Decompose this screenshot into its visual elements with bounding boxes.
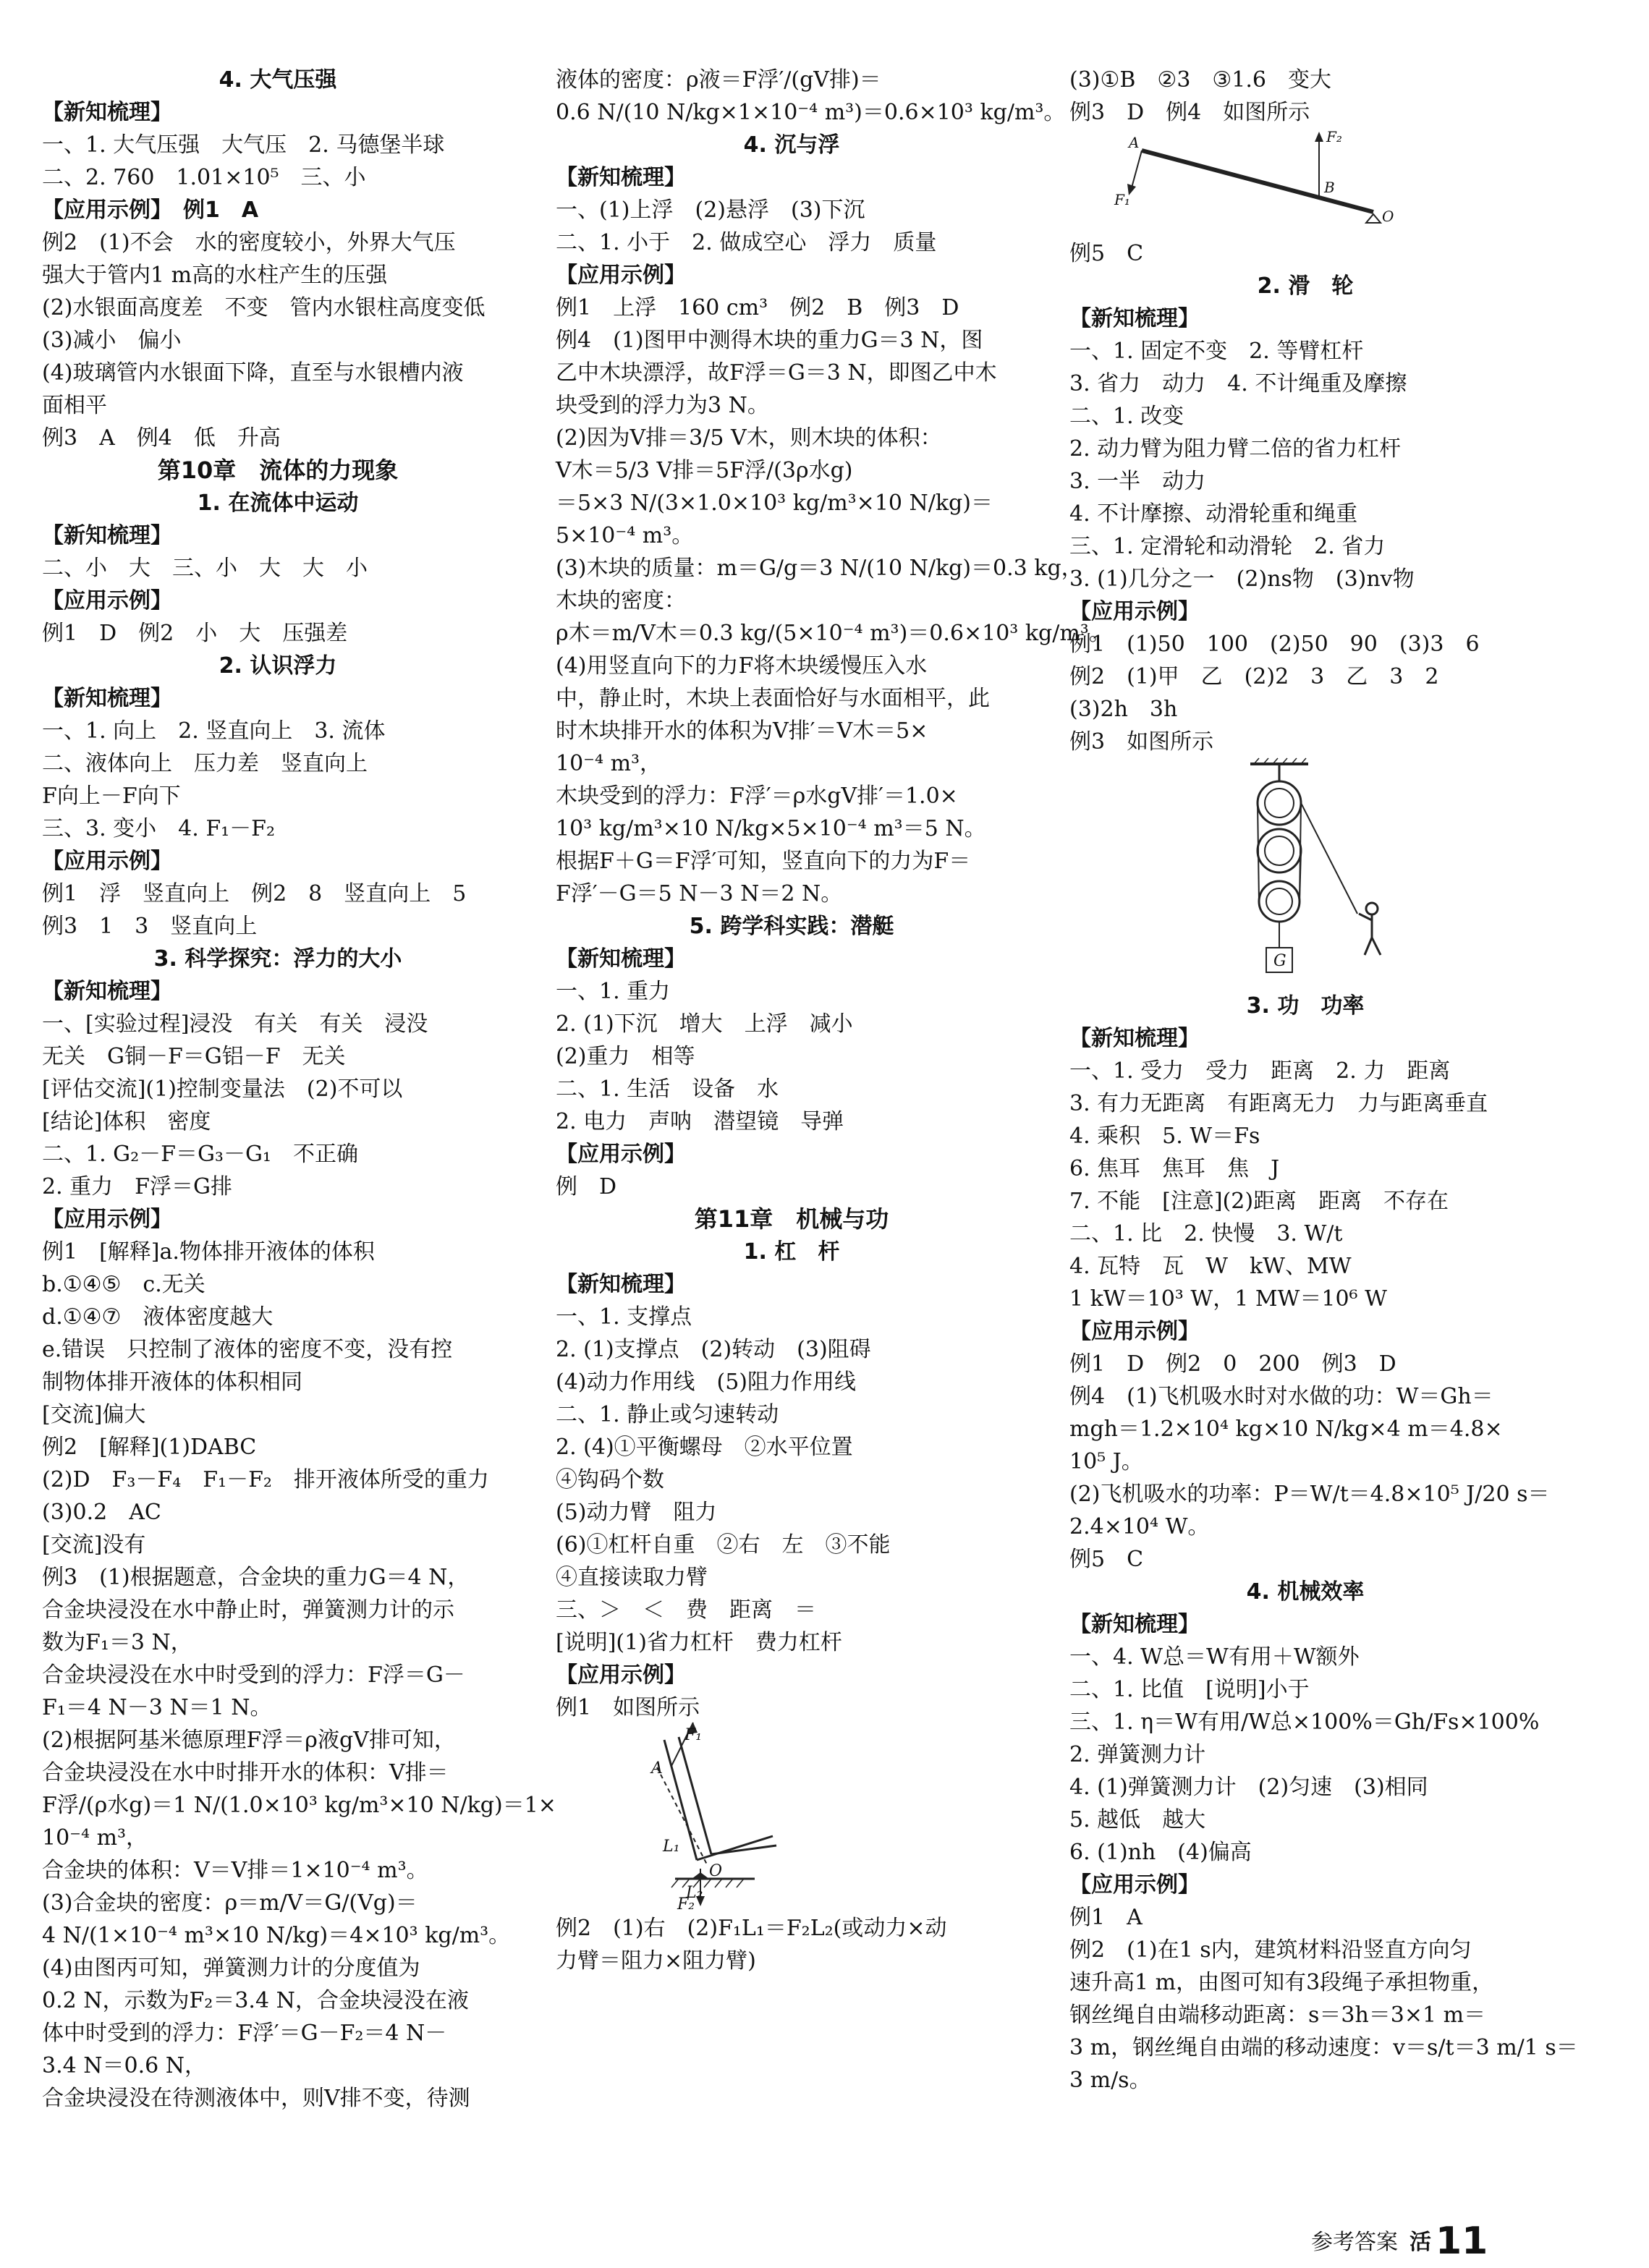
text-line: 例2 (1)在1 s内，建筑材料沿竖直方向匀 [1069, 1937, 1472, 1963]
text-line: 例2 (1)不会 水的密度较小，外界大气压 [42, 230, 456, 255]
page-footer [1311, 2220, 1488, 2263]
text-line: (4)动力作用线 (5)阻力作用线 [556, 1369, 856, 1395]
text-line: 时木块排开水的体积为V排′＝V木＝5× [556, 718, 928, 744]
text-line: 例1 如图所示 [556, 1695, 700, 1720]
text-line: 木块的密度： [556, 588, 686, 613]
text-line: (3)减小 偏小 [42, 328, 182, 353]
text-line: F₁＝4 N－3 N＝1 N。 [42, 1695, 272, 1720]
text-line: 一、1. 固定不变 2. 等臂杠杆 [1069, 339, 1364, 364]
text-line: F浮/(ρ水g)＝1 N/(1.0×10³ kg/m³×10 N/kg)＝1× [42, 1793, 556, 1818]
pulley-diagram [1069, 758, 1533, 990]
section-tag: 【应用示例】 [42, 849, 172, 874]
section-tag: 【新知梳理】 [1069, 1026, 1200, 1051]
text-line: (4)由图丙可知，弹簧测力计的分度值为 [42, 1955, 420, 1981]
footer-activity: 活 [1410, 2230, 1431, 2255]
text-line: 二、小 大 三、小 大 大 小 [42, 556, 368, 581]
text-line: 3. 有力无距离 有距离无力 力与距离垂直 [1069, 1091, 1488, 1116]
text-line: 例3 1 3 竖直向上 [42, 914, 258, 939]
section-tag: 【新知梳理】 [556, 1272, 686, 1297]
lever2-label-F1: F₁ [1114, 191, 1130, 208]
heading: 4. 沉与浮 [743, 132, 840, 158]
text-line: 面相平 [42, 393, 107, 418]
section-tag: 【应用示例】 [42, 588, 172, 613]
heading: 第11章 机械与功 [694, 1205, 889, 1233]
section-tag: 【新知梳理】 [42, 979, 172, 1004]
section-tag: 【应用示例】 [556, 1142, 686, 1167]
text-line: 3. 省力 动力 4. 不计绳重及摩擦 [1069, 371, 1407, 396]
heading: 3. 科学探究：浮力的大小 [153, 946, 402, 972]
text-line: 1 kW＝10³ W，1 MW＝10⁶ W [1069, 1286, 1387, 1312]
text-line: 一、[实验过程]浸没 有关 有关 浸没 [42, 1011, 428, 1037]
text-line: 例5 C [1069, 1547, 1144, 1572]
text-line: 3. 一半 动力 [1069, 469, 1206, 494]
heading: 2. 认识浮力 [219, 653, 337, 679]
lever2-label-A: A [1129, 134, 1140, 151]
text-line: (4)用竖直向下的力F将木块缓慢压入水 [556, 653, 928, 679]
text-line: 例1 [解释]a.物体排开液体的体积 [42, 1239, 375, 1265]
lever1-label-L1: L₁ [663, 1838, 680, 1856]
text-line: 4. (1)弹簧测力计 (2)匀速 (3)相同 [1069, 1775, 1428, 1800]
text-line: 二、1. 生活 设备 水 [556, 1076, 779, 1102]
text-line: 一、4. W总＝W有用＋W额外 [1069, 1644, 1360, 1670]
text-line: 2. (1)下沉 增大 上浮 减小 [556, 1011, 853, 1037]
text-line: 2. 动力臂为阻力臂二倍的省力杠杆 [1069, 436, 1402, 462]
text-line: (4)玻璃管内水银面下降，直至与水银槽内液 [42, 360, 464, 386]
text-line: 例4 (1)飞机吸水时对水做的功：W＝Gh＝ [1069, 1384, 1493, 1409]
text-line: 液体的密度：ρ液＝F浮′/(gV排)＝ [556, 67, 881, 93]
lever1-label-O: O [709, 1862, 723, 1880]
text-line: 二、液体向上 压力差 竖直向上 [42, 751, 368, 776]
text-line: (2)因为V排＝3/5 V木，则木块的体积： [556, 425, 942, 451]
lever1-label-F1: F₁ [684, 1726, 703, 1744]
text-line: [说明](1)省力杠杆 费力杠杆 [556, 1630, 842, 1655]
text-line: 强大于管内1 m高的水柱产生的压强 [42, 263, 388, 288]
section-tag: 【新知梳理】 [42, 686, 172, 711]
text-line: (2)D F₃－F₄ F₁－F₂ 排开液体所受的重力 [42, 1467, 489, 1492]
text-line: 合金块浸没在水中时受到的浮力：F浮＝G－ [42, 1662, 465, 1688]
text-line: 例4 (1)图甲中测得木块的重力G＝3 N，图 [556, 328, 983, 353]
text-line: 6. (1)nh (4)偏高 [1069, 1840, 1252, 1865]
text-line: 2. (4)①平衡螺母 ②水平位置 [556, 1435, 853, 1460]
text-line: 三、3. 变小 4. F₁－F₂ [42, 816, 276, 841]
text-line: 一、(1)上浮 (2)悬浮 (3)下沉 [556, 198, 865, 223]
text-line: (2)重力 相等 [556, 1044, 695, 1069]
text-line: 一、1. 支撑点 [556, 1304, 692, 1330]
text-line: 一、1. 向上 2. 竖直向上 3. 流体 [42, 718, 386, 744]
text-line: F向上－F向下 [42, 783, 181, 809]
text-line: d.①④⑦ 液体密度越大 [42, 1304, 274, 1330]
text-line: 4 N/(1×10⁻⁴ m³×10 N/kg)＝4×10³ kg/m³。 [42, 1923, 511, 1948]
text-line: ④直接读取力臂 [556, 1565, 708, 1590]
text-line: 一、1. 受力 受力 距离 2. 力 距离 [1069, 1058, 1451, 1084]
text-line: 例1 上浮 160 cm³ 例2 B 例3 D [556, 295, 959, 320]
text-line: 10³ kg/m³×10 N/kg×5×10⁻⁴ m³＝5 N。 [556, 816, 986, 841]
text-line: b.①④⑤ c.无关 [42, 1272, 205, 1297]
column-2-part-b [556, 1912, 1027, 1977]
text-line: (3)0.2 AC [42, 1500, 161, 1525]
text-line: 速升高1 m，由图可知有3段绳子承担物重， [1069, 1970, 1494, 1995]
text-line: 5×10⁻⁴ m³。 [556, 523, 694, 548]
text-line: [交流]偏大 [42, 1402, 146, 1427]
section-tag: 【应用示例】 [1069, 599, 1200, 624]
text-line: 数为F₁＝3 N， [42, 1630, 192, 1655]
text-line: 例3 (1)根据题意，合金块的重力G＝4 N， [42, 1565, 470, 1590]
text-line: (2)水银面高度差 不变 管内水银柱高度变低 [42, 295, 486, 320]
text-line: 二、1. 改变 [1069, 404, 1184, 429]
column-3 [1069, 64, 1578, 2097]
heading: 5. 跨学科实践：潜艇 [689, 914, 894, 939]
lever-diagram-2 [1069, 129, 1533, 237]
text-line: 二、1. 小于 2. 做成空心 浮力 质量 [556, 230, 937, 255]
text-line: 合金块浸没在水中时排开水的体积：V排＝ [42, 1760, 449, 1785]
text-line: 例1 A [1069, 1905, 1143, 1930]
text-line: 3 m/s。 [1069, 2068, 1151, 2093]
column-3-part-b [1069, 237, 1541, 758]
column-3-part-c [1069, 990, 1578, 2097]
text-line: 例2 (1)右 (2)F₁L₁＝F₂L₂(或动力×动 [556, 1916, 947, 1941]
text-line: 例3 如图所示 [1069, 729, 1214, 755]
text-line: 10⁻⁴ m³， [556, 751, 662, 776]
lever2-label-B: B [1324, 179, 1335, 196]
text-line: [评估交流](1)控制变量法 (2)不可以 [42, 1076, 403, 1102]
text-line: (6)①杠杆自重 ②右 左 ③不能 [556, 1532, 891, 1558]
text-line: 例1 D 例2 小 大 压强差 [42, 621, 348, 646]
lever1-label-F2: F₂ [677, 1895, 695, 1914]
text-line: 3.4 N＝0.6 N， [42, 2053, 206, 2078]
text-line: 例1 (1)50 100 (2)50 90 (3)3 6 [1069, 632, 1480, 657]
text-line: 3. (1)几分之一 (2)ns物 (3)nv物 [1069, 566, 1415, 592]
text-line: 中，静止时，木块上表面恰好与水面相平，此 [556, 686, 990, 711]
text-line: 合金块浸没在水中静止时，弹簧测力计的示 [42, 1597, 454, 1623]
text-line: [交流]没有 [42, 1532, 146, 1558]
text-line: 2. 弹簧测力计 [1069, 1742, 1206, 1767]
text-line: 钢丝绳自由端移动距离：s＝3h＝3×1 m＝ [1069, 2002, 1486, 2028]
text-line: 力臂＝阻力×阻力臂) [556, 1948, 756, 1974]
section-tag: 【应用示例】 [1069, 1319, 1200, 1344]
text-line: 木块受到的浮力：F浮′＝ρ水gV排′＝1.0× [556, 783, 958, 809]
text-line: 例3 A 例4 低 升高 [42, 425, 281, 451]
section-tag: 【应用示例】 [1069, 1872, 1200, 1898]
text-line: 块受到的浮力为3 N。 [556, 393, 769, 418]
text-line: 7. 不能 [注意](2)距离 距离 不存在 [1069, 1189, 1449, 1214]
lever1-label-A: A [651, 1759, 663, 1778]
text-line: mgh＝1.2×10⁴ kg×10 N/kg×4 m＝4.8× [1069, 1417, 1503, 1442]
column-3-part-a [1069, 64, 1541, 129]
text-line: 合金块的体积：V＝V排＝1×10⁻⁴ m³。 [42, 1858, 428, 1883]
text-line: 制物体排开液体的体积相同 [42, 1369, 302, 1395]
text-line: 三、1. η＝W有用/W总×100%＝Gh/Fs×100% [1069, 1710, 1540, 1735]
text-line: (2)根据阿基米德原理F浮＝ρ液gV排可知， [42, 1728, 456, 1753]
text-line: 2. 电力 声呐 潜望镜 导弹 [556, 1109, 844, 1134]
section-tag: 【应用示例】 [556, 263, 686, 288]
section-tag: 【应用示例】 [42, 1207, 172, 1232]
text-line: 例2 (1)甲 乙 (2)2 3 乙 3 2 [1069, 664, 1439, 689]
section-tag: 【新知梳理】 [1069, 306, 1200, 331]
section-tag: 【新知梳理】 [42, 523, 172, 548]
text-line: 三、＞ ＜ 费 距离 ＝ [556, 1597, 816, 1623]
pulley-label-G: G [1273, 952, 1286, 970]
lever2-label-F2: F₂ [1326, 128, 1342, 145]
section-tag: 【新知梳理】 [42, 100, 172, 125]
text-line: 二、1. 静止或匀速转动 [556, 1402, 779, 1427]
text-line: 一、1. 大气压强 大气压 2. 马德堡半球 [42, 132, 445, 158]
text-line: ④钩码个数 [556, 1467, 664, 1492]
text-line: 二、1. G₂－F＝G₃－G₁ 不正确 [42, 1142, 358, 1167]
section-tag: 【应用示例】 [556, 1662, 686, 1688]
heading: 1. 在流体中运动 [197, 490, 359, 516]
heading: 4. 机械效率 [1246, 1579, 1365, 1605]
text-line: 例3 D 例4 如图所示 [1069, 100, 1310, 125]
text-line: 3 m，钢丝绳自由端的移动速度：v＝s/t＝3 m/1 s＝ [1069, 2035, 1578, 2060]
text-line: 4. 不计摩擦、动滑轮重和绳重 [1069, 501, 1358, 527]
section-tag: 【新知梳理】 [556, 165, 686, 190]
footer-label: 参考答案 [1311, 2230, 1398, 2255]
text-line: (2)飞机吸水的功率：P＝W/t＝4.8×10⁵ J/20 s＝ [1069, 1482, 1550, 1507]
heading: 第10章 流体的力现象 [157, 456, 399, 484]
text-line: e.错误 只控制了液体的密度不变，没有控 [42, 1337, 453, 1362]
text-line: 4. 乘积 5. W＝Fs [1069, 1124, 1260, 1149]
text-line: 0.6 N/(10 N/kg×1×10⁻⁴ m³)＝0.6×10³ kg/m³。 [556, 100, 1066, 125]
text-line: (3)木块的质量：m＝G/g＝3 N/(10 N/kg)＝0.3 kg， [556, 556, 1083, 581]
lever-diagram-1 [556, 1724, 1019, 1912]
text-line: 2. 重力 F浮＝G排 [42, 1174, 232, 1199]
heading: 3. 功 功率 [1246, 993, 1365, 1019]
text-line: 例1 D 例2 0 200 例3 D [1069, 1351, 1396, 1377]
text-line: (3)合金块的密度：ρ＝m/V＝G/(Vg)＝ [42, 1890, 417, 1916]
section-tag: 【应用示例】 例1 A [42, 198, 259, 223]
text-line: ＝5×3 N/(3×1.0×10³ kg/m³×10 N/kg)＝ [556, 490, 993, 516]
text-line: ρ木＝m/V木＝0.3 kg/(5×10⁻⁴ m³)＝0.6×10³ kg/m³。 [556, 621, 1111, 646]
heading: 4. 大气压强 [219, 67, 337, 93]
text-line: 2. (1)支撑点 (2)转动 (3)阻碍 [556, 1337, 871, 1362]
text-line: 乙中木块漂浮，故F浮＝G＝3 N，即图乙中木 [556, 360, 997, 386]
heading: 1. 杠 杆 [743, 1239, 840, 1265]
text-line: 二、1. 比 2. 快慢 3. W/t [1069, 1221, 1343, 1246]
text-line: 合金块浸没在待测液体中，则V排不变，待测 [42, 2086, 470, 2111]
section-tag: 【新知梳理】 [556, 946, 686, 972]
text-line: 6. 焦耳 焦耳 焦 J [1069, 1156, 1280, 1181]
lever1-label-L2: L₂ [686, 1884, 703, 1902]
text-line: 例2 [解释](1)DABC [42, 1435, 257, 1460]
text-line: [结论]体积 密度 [42, 1109, 211, 1134]
text-line: 二、2. 760 1.01×10⁵ 三、小 [42, 165, 366, 190]
text-line: 例 D [556, 1174, 617, 1199]
column-1 [42, 64, 556, 2115]
text-line: 10⁵ J。 [1069, 1449, 1143, 1474]
text-line: 5. 越低 越大 [1069, 1807, 1206, 1832]
text-line: 体中时受到的浮力：F浮′＝G－F₂＝4 N－ [42, 2021, 447, 2046]
text-line: V木＝5/3 V排＝5F浮/(3ρ水g) [556, 458, 853, 483]
text-line: 10⁻⁴ m³， [42, 1825, 148, 1851]
text-line: 例1 浮 竖直向上 例2 8 竖直向上 5 [42, 881, 467, 906]
text-line: 根据F＋G＝F浮′可知，竖直向下的力为F＝ [556, 849, 971, 874]
text-line: 三、1. 定滑轮和动滑轮 2. 省力 [1069, 534, 1386, 559]
text-line: 4. 瓦特 瓦 W kW、MW [1069, 1254, 1352, 1279]
text-line: 一、1. 重力 [556, 979, 671, 1004]
lever2-label-O: O [1382, 208, 1394, 225]
text-line: (5)动力臂 阻力 [556, 1500, 717, 1525]
text-line: 2.4×10⁴ W。 [1069, 1514, 1210, 1539]
section-tag: 【新知梳理】 [1069, 1612, 1200, 1637]
text-line: (3)2h 3h [1069, 697, 1178, 722]
text-line: 例5 C [1069, 241, 1144, 266]
text-line: (3)①B ②3 ③1.6 变大 [1069, 67, 1332, 93]
text-line: 0.2 N，示数为F₂＝3.4 N，合金块浸没在液 [42, 1988, 469, 2013]
heading: 2. 滑 轮 [1257, 273, 1354, 299]
page-number: 11 [1436, 2220, 1488, 2263]
text-line: 无关 G铜－F＝G铝－F 无关 [42, 1044, 346, 1069]
text-line: 二、1. 比值 [说明]小于 [1069, 1677, 1310, 1702]
text-line: F浮′－G＝5 N－3 N＝2 N。 [556, 881, 843, 906]
